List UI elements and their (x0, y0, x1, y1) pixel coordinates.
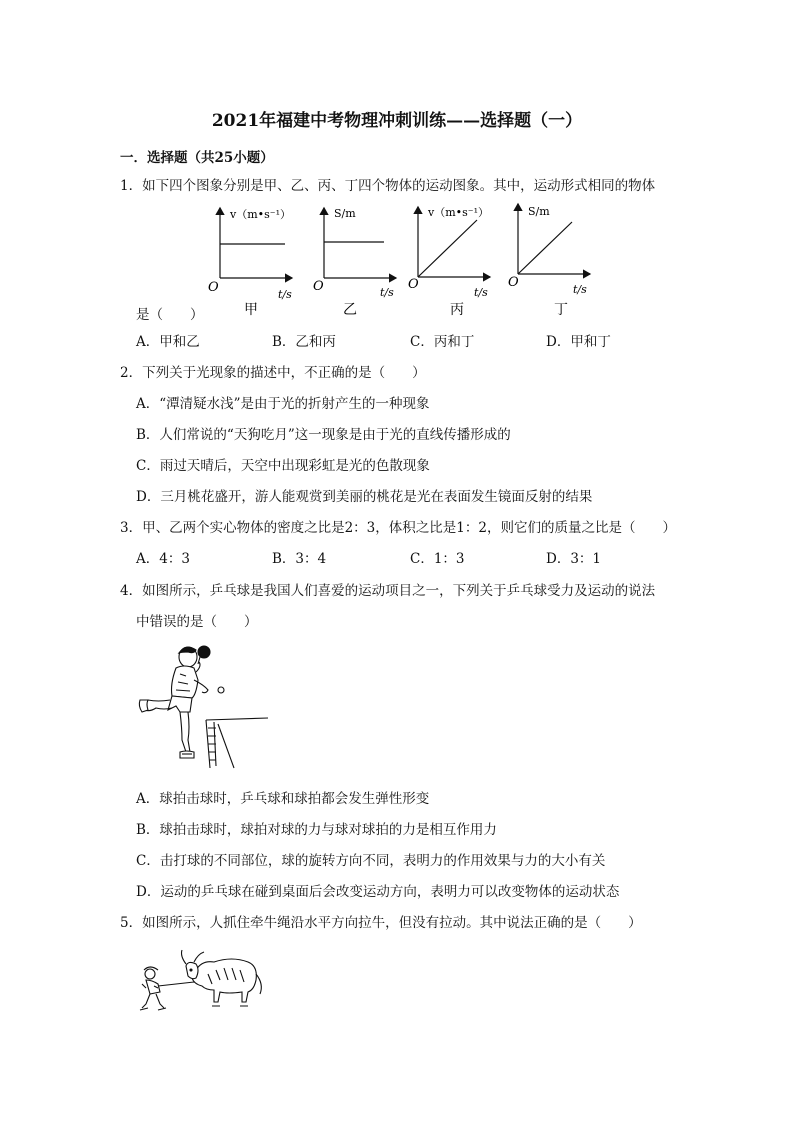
graph-bing (408, 206, 490, 318)
man-pulling-ox-illustration (136, 940, 266, 1016)
graph-yi-xlabel: t/s (380, 286, 394, 299)
graph-yi-ylabel: S/m (334, 207, 356, 220)
q3-option-c[interactable]: C．1：3 (410, 551, 465, 567)
graph-ding (508, 204, 590, 318)
q2-stem: 2．下列关于光现象的描述中，不正确的是（ ） (120, 365, 426, 381)
q2-option-b[interactable]: B．人们常说的“天狗吃月”这一现象是由于光的直线传播形成的 (136, 427, 511, 443)
graph-jia-ylabel: v（m•s⁻¹） (230, 208, 291, 221)
q1-option-b[interactable]: B．乙和丙 (272, 334, 336, 350)
graph-jia (208, 208, 292, 318)
q4-stem-line1: 4．如图所示，乒乓球是我国人们喜爱的运动项目之一，下列关于乒乓球受力及运动的说法 (120, 583, 656, 599)
q1-option-c[interactable]: C．丙和丁 (410, 334, 475, 350)
q2-option-d[interactable]: D．三月桃花盛开，游人能观赏到美丽的桃花是光在表面发生镜面反射的结果 (136, 489, 593, 505)
q3-stem: 3．甲、乙两个实心物体的密度之比是2：3，体积之比是1：2，则它们的质量之比是（ ） (120, 520, 676, 536)
graph-yi (313, 207, 396, 318)
graph-yi-name: 乙 (343, 302, 357, 318)
q2-option-a[interactable]: A．“潭清疑水浅”是由于光的折射产生的一种现象 (136, 396, 430, 412)
graph-ding-origin: O (508, 275, 519, 290)
q4-option-d[interactable]: D．运动的乒乓球在碰到桌面后会改变运动方向，表明力可以改变物体的运动状态 (136, 884, 620, 900)
q1-option-d[interactable]: D．甲和丁 (546, 334, 611, 350)
graph-bing-origin: O (408, 277, 419, 292)
graph-jia-origin: O (208, 280, 219, 295)
graph-ding-xlabel: t/s (573, 283, 587, 296)
q1-stem-line1: 1．如下四个图象分别是甲、乙、丙、丁四个物体的运动图象。其中，运动形式相同的物体 (120, 178, 656, 194)
q4-stem-line2: 中错误的是（ ） (136, 614, 258, 630)
section-heading: 一．选择题（共25小题） (120, 150, 274, 166)
q2-option-c[interactable]: C．雨过天晴后，天空中出现彩虹是光的色散现象 (136, 458, 430, 474)
page-title: 2021年福建中考物理冲刺训练——选择题（一） (211, 111, 583, 131)
q4-option-b[interactable]: B．球拍击球时，球拍对球的力与球对球拍的力是相互作用力 (136, 822, 497, 838)
graph-bing-name: 丙 (450, 302, 464, 318)
q3-option-d[interactable]: D．3：1 (546, 551, 602, 567)
q4-option-a[interactable]: A．球拍击球时，乒乓球和球拍都会发生弹性形变 (136, 791, 430, 807)
graph-yi-origin: O (313, 279, 324, 294)
graph-bing-line (418, 220, 477, 277)
graph-bing-xlabel: t/s (474, 286, 488, 299)
q5-stem: 5．如图所示，人抓住牵牛绳沿水平方向拉牛，但没有拉动。其中说法正确的是（ ） (120, 915, 642, 931)
q1-graphs (200, 198, 600, 322)
q3-option-b[interactable]: B．3：4 (272, 551, 327, 567)
graph-bing-ylabel: v（m•s⁻¹） (428, 206, 489, 219)
graph-ding-ylabel: S/m (528, 205, 550, 218)
q1-option-a[interactable]: A．甲和乙 (136, 334, 200, 350)
q4-option-c[interactable]: C．击打球的不同部位，球的旋转方向不同，表明力的作用效果与力的大小有关 (136, 853, 606, 869)
graph-ding-name: 丁 (554, 302, 568, 318)
graph-jia-xlabel: t/s (278, 288, 292, 301)
graph-ding-line (518, 222, 572, 274)
q1-stem-line2: 是（ ） (136, 307, 204, 323)
q3-option-a[interactable]: A．4：3 (136, 551, 190, 567)
ping-pong-illustration (136, 640, 276, 770)
graph-jia-name: 甲 (244, 302, 258, 318)
